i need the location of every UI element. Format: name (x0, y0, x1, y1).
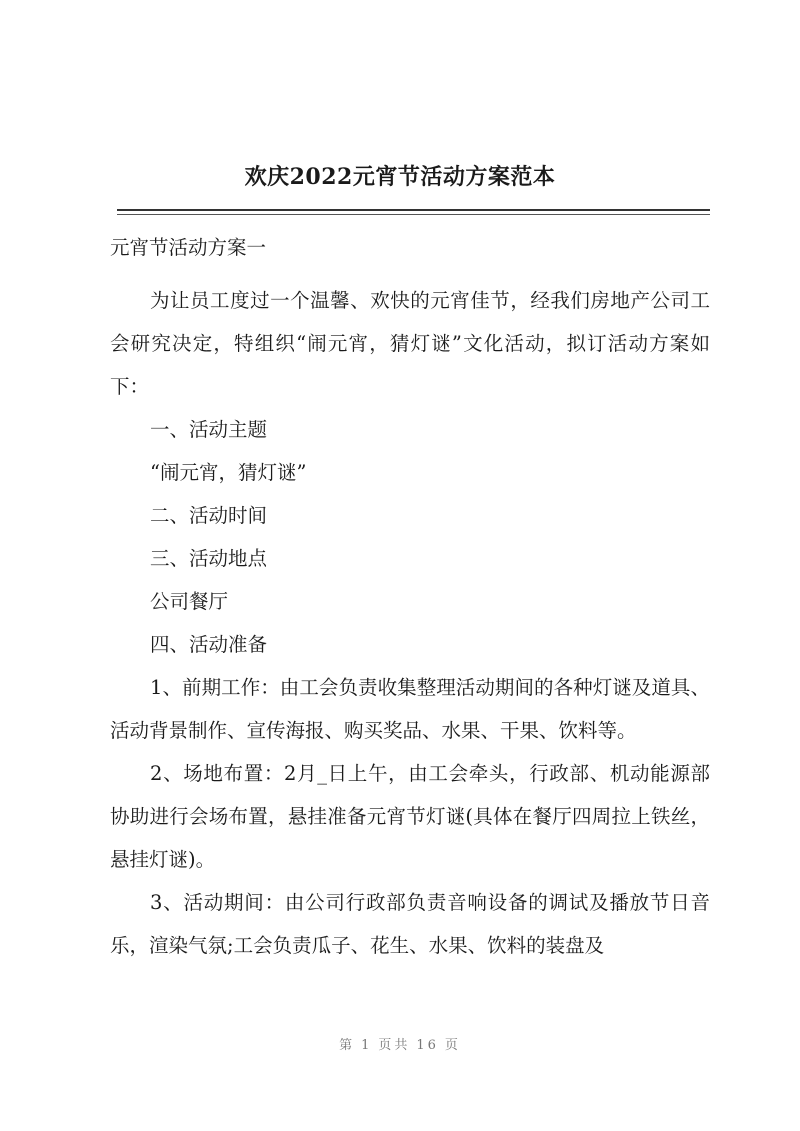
paragraph: 二、活动时间 (150, 504, 268, 527)
paragraph: 三、活动地点 (150, 547, 268, 570)
paragraph: “闹元宵，猜灯谜” (150, 461, 307, 484)
title-rule-thick (117, 209, 710, 211)
paragraph: 四、活动准备 (150, 633, 268, 656)
page-footer (0, 1034, 800, 1053)
paragraph: 为让员工度过一个温馨、欢快的元宵佳节，经我们房地产公司工会研究决定，特组织“闹元宵，猜灯谜”文化活动，拟订活动方案如下： (110, 289, 710, 398)
footer-suffix: 页 (444, 1038, 461, 1053)
footer-page-number: 1 (361, 1038, 373, 1053)
paragraph: 一、活动主题 (150, 418, 268, 441)
section-heading: 元宵节活动方案一 (110, 236, 267, 259)
document-body (110, 226, 710, 967)
paragraph: 1、前期工作：由工会负责收集整理活动期间的各种灯谜及道具、活动背景制作、宣传海报、购买奖品、水果、干果、饮料等。 (110, 676, 710, 742)
paragraph: 公司餐厅 (150, 590, 229, 613)
footer-total-pages: 16 (416, 1038, 439, 1053)
paragraph: 2、场地布置：2月_日上午，由工会牵头，行政部、机动能源部协助进行会场布置，悬挂准备元宵节灯谜(具体在餐厅四周拉上铁丝，悬挂灯谜)。 (110, 762, 710, 871)
paragraph: 3、活动期间：由公司行政部负责音响设备的调试及播放节日音乐，渲染气氛;工会负责瓜子、花生、水果、饮料的装盘及 (110, 891, 710, 957)
footer-prefix: 第 (339, 1038, 356, 1053)
footer-middle: 页共 (378, 1038, 411, 1053)
document-title: 欢庆2022元宵节活动方案范本 (244, 164, 556, 190)
title-rule-thin (117, 214, 710, 215)
